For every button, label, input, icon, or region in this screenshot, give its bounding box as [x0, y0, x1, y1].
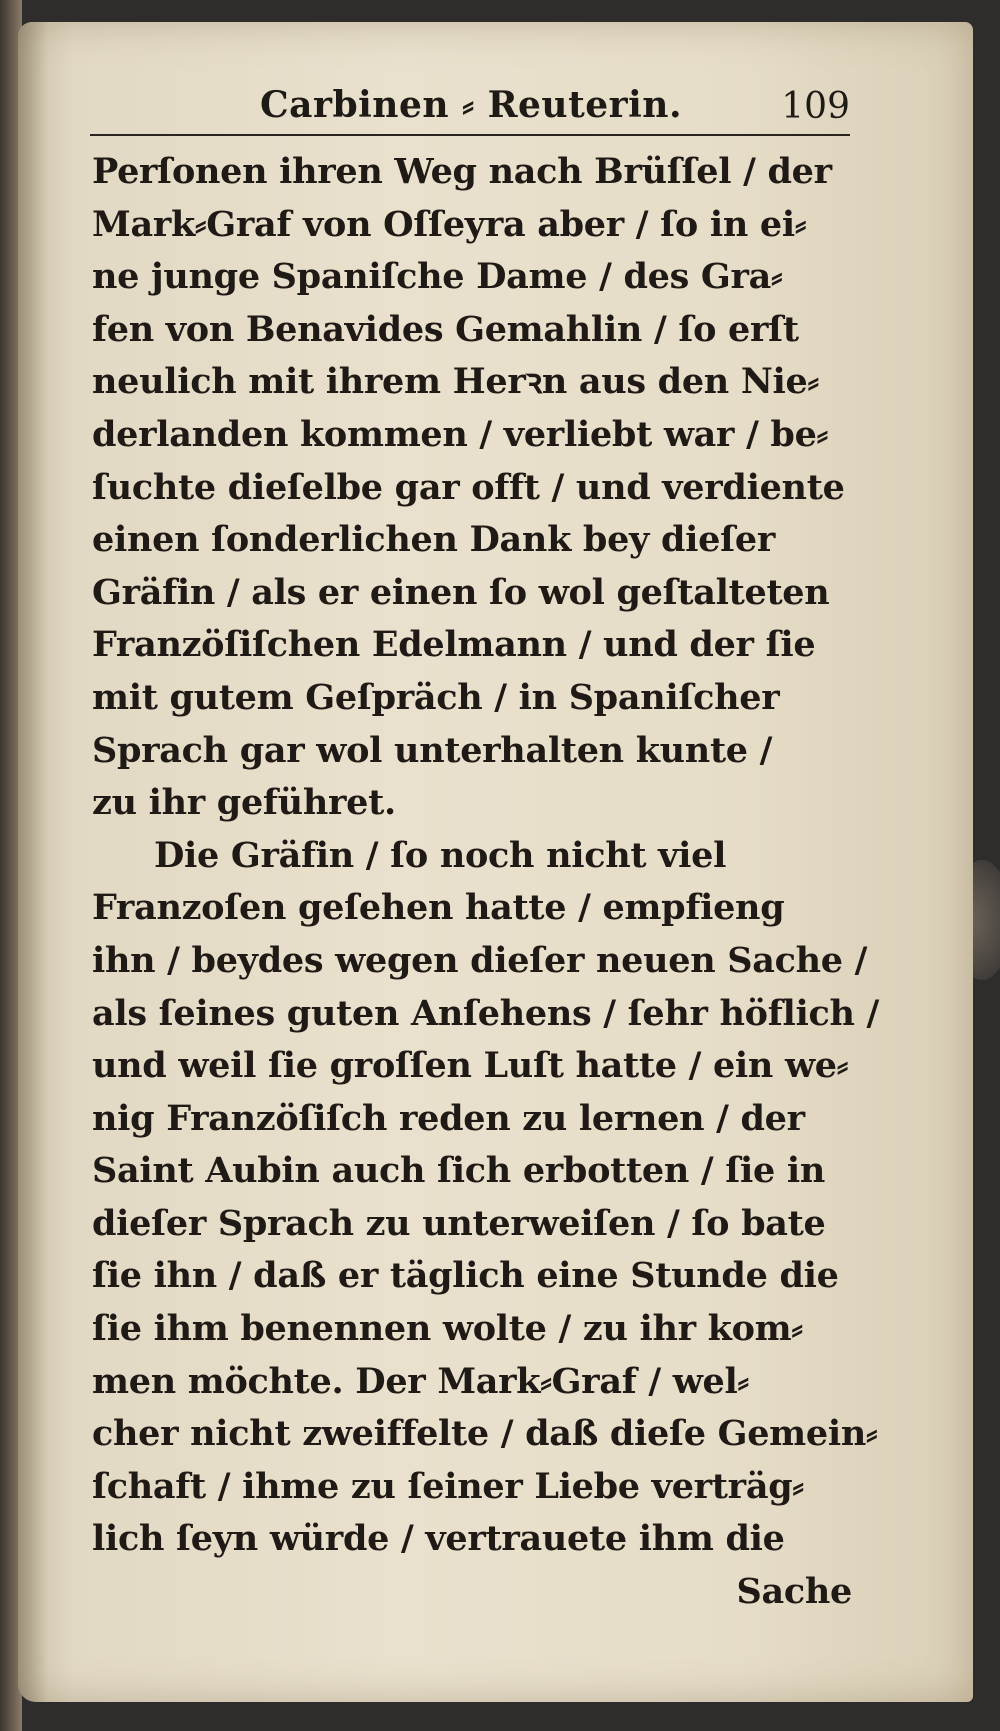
text-line: lich ſeyn würde / vertrauete ihm die — [92, 1518, 785, 1560]
text-line: Franzoſen geſehen hatte / empfieng — [92, 887, 785, 929]
text-line: ſie ihm benennen wolte / zu ihr kom⸗ — [92, 1308, 803, 1350]
text-line: Sprach gar wol unterhalten kunte / — [92, 729, 773, 771]
text-line: dieſer Sprach zu unterweiſen / ſo bate — [92, 1202, 826, 1244]
page-number: 109 — [781, 86, 850, 127]
body-text — [92, 146, 879, 1619]
paragraph-start-line: Die Gräfin / ſo noch nicht viel — [154, 834, 727, 876]
text-line: ne junge Spaniſche Dame / des Gra⸗ — [92, 256, 783, 298]
text-line: neulich mit ihrem Herꝛn aus den Nie⸗ — [92, 361, 819, 403]
text-line: ſchaft / ihme zu ſeiner Liebe verträg⸗ — [92, 1465, 804, 1507]
text-line: Franzöſiſchen Edelmann / und der ſie — [92, 624, 816, 666]
text-line: zu ihr geführet. — [92, 782, 396, 824]
text-line: als ſeines guten Anſehens / ſehr höflich / — [92, 992, 879, 1034]
text-line: und weil ſie groſſen Luſt hatte / ein we⸗ — [92, 1045, 849, 1087]
text-line: fen von Benavides Gemahlin / ſo erſt — [92, 308, 799, 350]
text-line: cher nicht zweiffelte / daß dieſe Gemein⸗ — [92, 1413, 878, 1455]
text-line: nig Franzöſiſch reden zu lernen / der — [92, 1097, 805, 1139]
text-line: men möchte. Der Mark⸗Graf / wel⸗ — [92, 1360, 749, 1402]
text-line: einen ſonderlichen Dank bey dieſer — [92, 519, 775, 561]
running-head: Carbinen ⸗ Reuterin. — [260, 84, 682, 126]
text-line: ihn / beydes wegen dieſer neuen Sache / — [92, 939, 868, 981]
text-line: ſie ihn / daß er täglich eine Stunde die — [92, 1255, 839, 1297]
text-line: derlanden kommen / verliebt war / be⸗ — [92, 413, 828, 455]
text-line: Mark⸗Graf von Oſſeyra aber / ſo in ei⸗ — [92, 203, 807, 245]
text-line: ſuchte dieſelbe gar offt / und verdiente — [92, 466, 845, 508]
text-line: mit gutem Geſpräch / in Spaniſcher — [92, 676, 780, 718]
header-rule — [90, 134, 850, 136]
page-header — [90, 78, 850, 138]
catchword: Sache — [736, 1571, 852, 1613]
text-line: Gräfin / als er einen ſo wol geſtalteten — [92, 571, 830, 613]
text-line: Perſonen ihren Weg nach Brüſſel / der — [92, 151, 832, 192]
text-line: Saint Aubin auch ſich erbotten / ſie in — [92, 1150, 825, 1192]
